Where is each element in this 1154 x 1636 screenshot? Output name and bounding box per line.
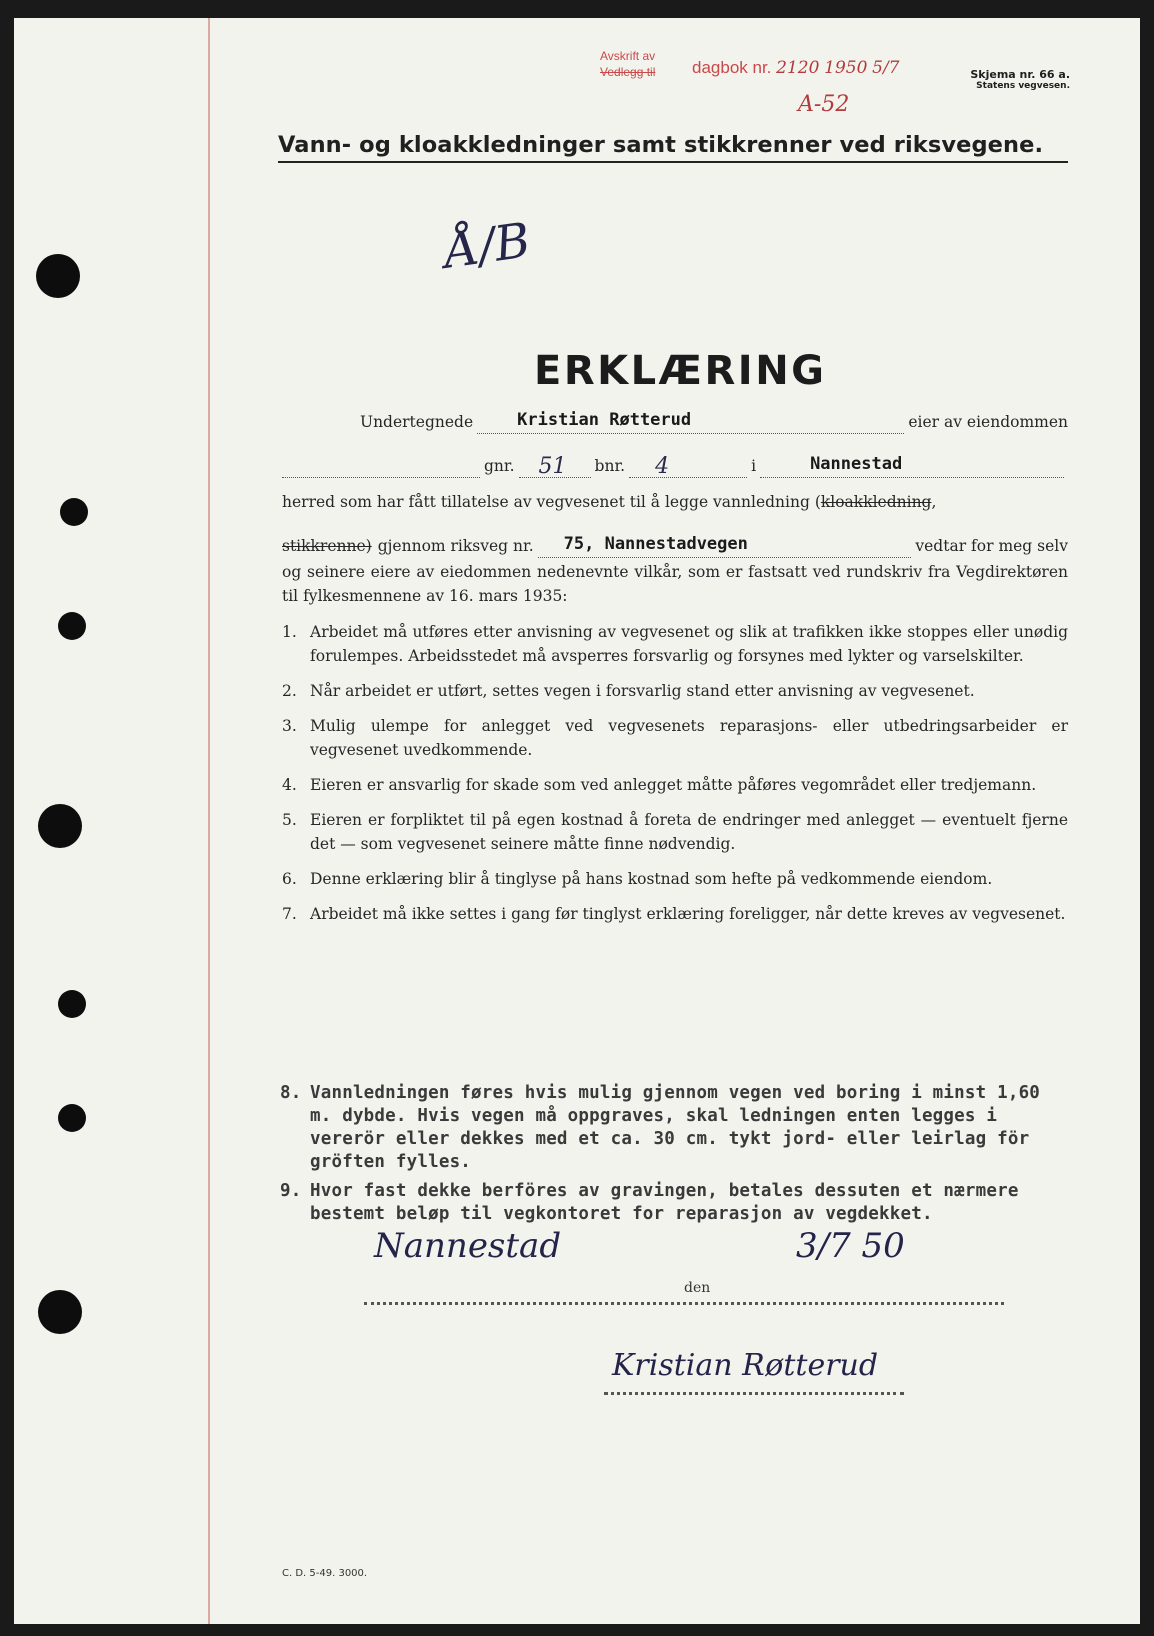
condition-text: Når arbeidet er utført, settes vegen i forsvarlig stand etter anvisning av vegvesenet. — [310, 682, 975, 700]
gnr-field — [519, 454, 591, 479]
road-value: 75, Nannestadvegen — [563, 534, 748, 554]
condition-number: 2. — [282, 682, 297, 700]
gnr-label: gnr. — [484, 457, 515, 475]
print-code: C. D. 5-49. 3000. — [282, 1568, 368, 1579]
schema-owner: Statens vegvesen. — [976, 81, 1070, 91]
condition-item — [282, 867, 1068, 891]
typed-condition-text: Vannledningen føres hvis mulig gjennom vegen ved boring i minst 1,60 m. dybde. Hvis vegen må oppgraves, skal ledningen enten legges i vererör eller dekkes med et ca. 30 cm. tykt jord- eller leirlag för gröften fylles. — [310, 1083, 1041, 1172]
name-field — [477, 410, 904, 434]
document-page — [14, 18, 1140, 1624]
condition-text: Mulig ulempe for anlegget ved vegvesenets reparasjons- eller utbedringsarbeider er vegvesenet uvedkommende. — [310, 717, 1068, 759]
condition-number: 5. — [282, 811, 297, 829]
condition-item — [282, 902, 1068, 926]
stamp-journal-ref — [692, 58, 900, 78]
schema-number: Skjema nr. 66 a. — [970, 68, 1070, 81]
punch-hole — [58, 1104, 86, 1132]
bnr-value: 4 — [655, 454, 670, 479]
condition-number: 6. — [282, 870, 297, 888]
permit-comma: , — [931, 493, 937, 511]
municipality-value: Nannestad — [810, 454, 903, 474]
typed-condition-item — [280, 1082, 1070, 1174]
permit-row — [282, 490, 1068, 514]
typed-conditions — [280, 1082, 1070, 1232]
leading-blank — [282, 461, 480, 478]
condition-text: Denne erklæring blir å tinglyse på hans kostnad som hefte på vedkommende eiendom. — [310, 870, 993, 888]
punch-hole — [38, 1290, 82, 1334]
punch-hole — [36, 254, 80, 298]
stamp-archive-mark: A-52 — [798, 92, 850, 117]
accepts-label: vedtar for meg selv — [915, 537, 1068, 555]
intro-rest: og seinere eiere av eiedommen nedenevnte vilkår, som er fastsatt ved rundskriv fra Vegdirektøren til fylkesmennene av 16. mars 1935: — [282, 563, 1068, 605]
condition-text: Arbeidet må ikke settes i gang før tinglyst erklæring foreligger, når dette kreves av vegvesenet. — [310, 905, 1066, 923]
struck-culvert: stikkrenne) — [282, 537, 372, 555]
conditions-list — [282, 620, 1068, 926]
condition-item — [282, 808, 1068, 856]
municipality-field — [760, 454, 1064, 478]
punch-hole — [58, 990, 86, 1018]
permit-text: herred som har fått tillatelse av vegvesenet til å legge vannledning ( — [282, 493, 821, 511]
stamp-journal-number: 2120 — [776, 58, 820, 78]
gnr-value: 51 — [538, 454, 567, 479]
signature-line — [604, 1392, 904, 1395]
form-identifier — [970, 68, 1070, 91]
typed-condition-text: Hvor fast dekke berföres av gravingen, betales dessuten et nærmere bestemt beløp til vegkontoret for reparasjon av vegdekket. — [310, 1181, 1019, 1224]
punch-hole — [38, 804, 82, 848]
document-headline: Vann- og kloakkledninger samt stikkrenner ved riksvegene. — [278, 132, 1068, 163]
den-label: den — [684, 1280, 711, 1296]
typed-condition-number: 9. — [280, 1181, 302, 1201]
condition-item — [282, 714, 1068, 762]
page-title: ERKLÆRING — [534, 348, 827, 394]
condition-item — [282, 620, 1068, 668]
handwritten-initials: Å/B — [440, 212, 534, 280]
condition-number: 7. — [282, 905, 297, 923]
date-handwritten: 3/7 50 — [796, 1226, 905, 1266]
stamp-attachment-to: Vedlegg til — [600, 65, 656, 79]
place-handwritten: Nannestad — [374, 1226, 562, 1266]
road-field — [538, 534, 912, 558]
undersigned-row — [282, 410, 1068, 434]
bnr-label: bnr. — [594, 457, 626, 475]
typed-condition-number: 8. — [280, 1083, 302, 1103]
stamp-year: 1950 — [824, 58, 868, 78]
through-road-label: gjennom riksveg nr. — [377, 537, 534, 555]
owner-of-label: eier av eiendommen — [908, 413, 1068, 431]
condition-text: Eieren er forpliktet til på egen kostnad å foreta de endringer med anlegget — eventuelt fjerne det — som vegvesenet seinere måtte finne nødvendig. — [310, 811, 1068, 853]
declaration-block — [282, 410, 1068, 937]
condition-number: 3. — [282, 717, 297, 735]
condition-text: Eieren er ansvarlig for skade som ved anlegget måtte påføres vegområdet eller tredjemann. — [310, 776, 1037, 794]
margin-rule — [208, 18, 210, 1624]
stamp-year-note: 5/7 — [872, 58, 900, 78]
punch-hole — [58, 612, 86, 640]
name-value: Kristian Røtterud — [517, 410, 692, 430]
stamp-journal-label: dagbok nr. — [692, 58, 772, 77]
struck-sewer: kloakkledning — [820, 493, 932, 511]
typed-condition-item — [280, 1180, 1070, 1226]
signature: Kristian Røtterud — [612, 1348, 879, 1383]
undersigned-label: Undertegnede — [360, 413, 474, 431]
punch-hole — [60, 498, 88, 526]
condition-text: Arbeidet må utføres etter anvisning av vegvesenet og slik at trafikken ikke stoppes eller unødig forulempes. Arbeidsstedet må avsperres forsvarlig og forsynes med lykter og varselskilter. — [310, 623, 1068, 665]
condition-number: 1. — [282, 623, 297, 641]
condition-item — [282, 773, 1068, 797]
road-row — [282, 534, 1068, 558]
condition-item — [282, 679, 1068, 703]
in-label: i — [751, 457, 757, 475]
property-row — [282, 454, 1068, 478]
stamp-copy-of: Avskrift av — [600, 49, 656, 63]
condition-number: 4. — [282, 776, 297, 794]
bnr-field — [629, 454, 747, 479]
